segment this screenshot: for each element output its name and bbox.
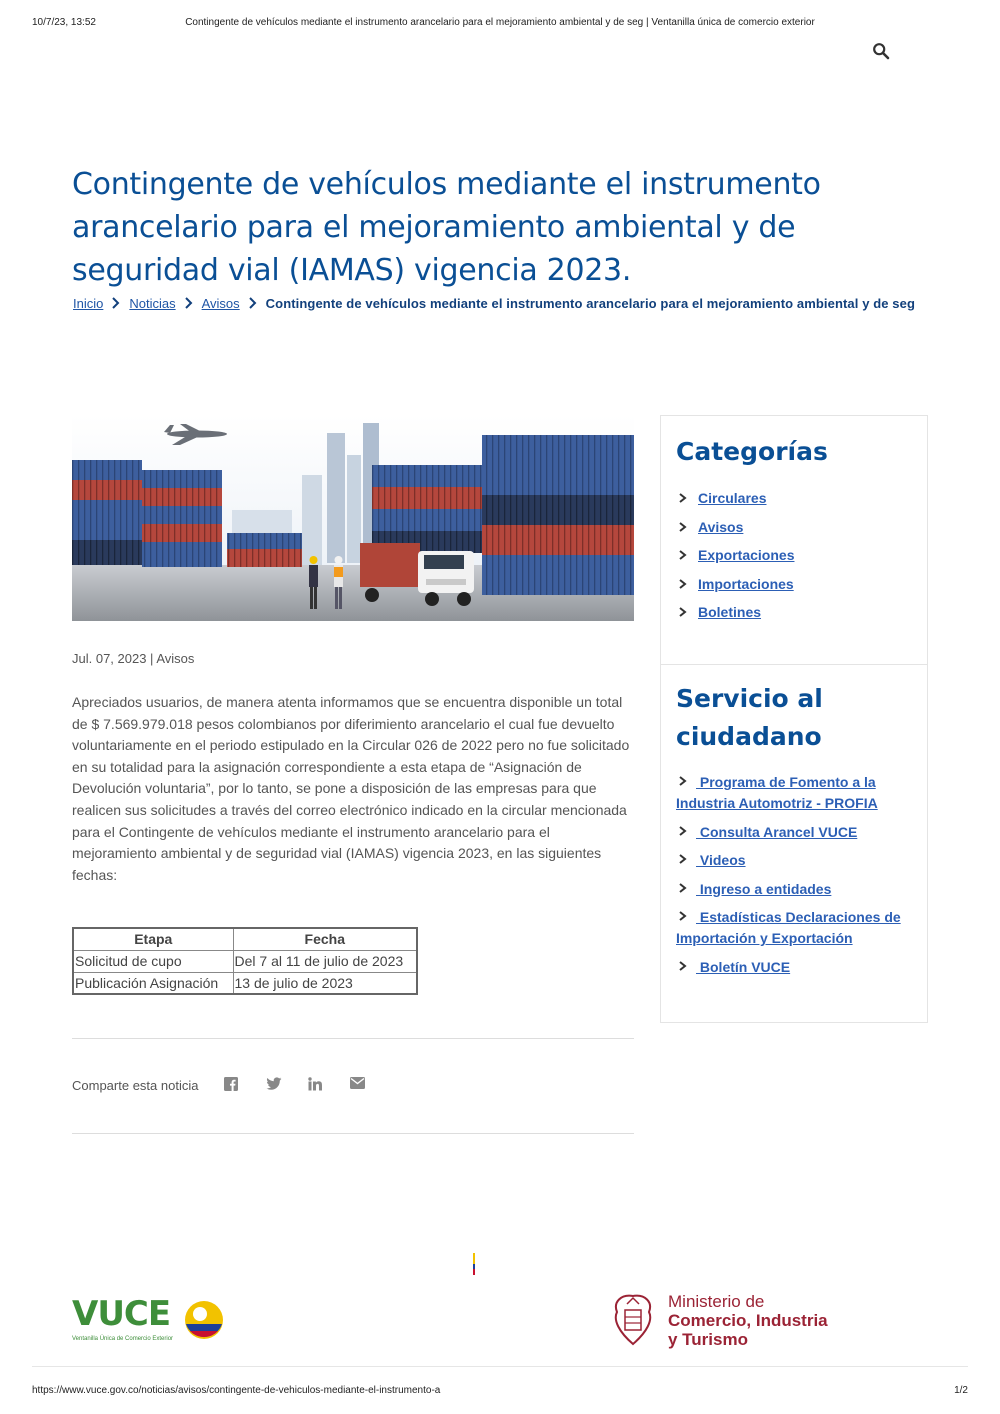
vuce-logo-text: VUCE	[72, 1294, 171, 1334]
categories-list	[676, 488, 916, 623]
share-bar	[72, 1077, 392, 1093]
coat-of-arms-icon	[607, 1292, 659, 1348]
chevron-right-icon	[676, 852, 690, 866]
print-page-number: 1/2	[954, 1385, 968, 1396]
category-item	[676, 602, 916, 623]
service-link-profia[interactable]: Programa de Fomento a la Industria Automotriz - PROFIA	[676, 774, 878, 811]
page-title: Contingente de vehículos mediante el instrumento arancelario para el mejoramiento ambiental y de seguridad vial (IAMAS) vigencia 2023.	[72, 167, 821, 288]
citizen-service-list	[676, 772, 921, 978]
service-link-entidades[interactable]: Ingreso a entidades	[696, 880, 832, 897]
category-link-circulares[interactable]: Circulares	[698, 490, 767, 506]
site-footer	[0, 1240, 1000, 1380]
ministry-line-1: Ministerio de	[668, 1292, 765, 1311]
categories-title: Categorías	[676, 437, 828, 466]
vuce-tagline: Ventanilla Única de Comercio Exterior	[72, 1336, 174, 1342]
chevron-right-icon	[676, 548, 690, 562]
service-link-estadisticas[interactable]: Estadísticas Declaraciones de Importación y Exportación	[676, 909, 901, 946]
facebook-icon[interactable]	[224, 1077, 240, 1093]
ministry-line-2: Comercio, Industria	[668, 1311, 828, 1330]
ministry-logo[interactable]	[607, 1292, 847, 1352]
citizen-service-section	[676, 680, 921, 985]
sidebar	[660, 415, 928, 1023]
table-header-cell: Fecha	[233, 928, 417, 950]
category-item	[676, 488, 916, 509]
print-url: https://www.vuce.gov.co/noticias/avisos/contingente-de-vehiculos-mediante-el-instrumento-a	[32, 1385, 441, 1396]
category-item	[676, 574, 916, 595]
search-icon	[872, 42, 890, 60]
chevron-right-icon	[676, 577, 690, 591]
print-timestamp: 10/7/23, 13:52	[32, 17, 96, 28]
service-item	[676, 850, 921, 871]
service-link-videos[interactable]: Videos	[696, 852, 746, 868]
category-link-exportaciones[interactable]: Exportaciones	[698, 547, 795, 563]
sidebar-divider	[661, 664, 927, 665]
port-containers-illustration	[72, 415, 634, 621]
chevron-right-icon	[676, 909, 690, 923]
table-row	[73, 950, 417, 972]
category-item	[676, 545, 916, 566]
category-link-avisos[interactable]: Avisos	[698, 518, 744, 535]
breadcrumb-notices-link[interactable]: Avisos	[201, 295, 240, 311]
share-label: Comparte esta noticia	[72, 1077, 199, 1093]
chevron-right-icon	[676, 491, 690, 505]
table-cell: Del 7 al 11 de julio de 2023	[233, 950, 417, 972]
table-cell: Publicación Asignación	[73, 972, 233, 994]
table-row	[73, 972, 417, 994]
dates-table	[72, 927, 418, 995]
email-icon[interactable]	[350, 1077, 366, 1093]
footer-divider	[32, 1366, 968, 1367]
breadcrumb	[73, 295, 973, 311]
print-page-title: Contingente de vehículos mediante el instrumento arancelario para el mejoramiento ambiental y de seg | Ventanilla única de comercio exterior	[185, 17, 815, 28]
print-footer	[32, 1385, 968, 1399]
colombia-flag-swirl-icon	[182, 1298, 226, 1342]
service-item	[676, 907, 921, 949]
divider	[72, 1038, 634, 1039]
linkedin-icon[interactable]	[308, 1077, 324, 1093]
chevron-right-icon	[676, 605, 690, 619]
category-item	[676, 517, 916, 538]
article-body: Apreciados usuarios, de manera atenta informamos que se encuentra disponible un total de $ 7.569.979.018 pesos colombianos por diferimiento arancelario el cual fue devuelto voluntariamente en el periodo estipulado en la Circular 026 de 2022 pero no fue solicitado en su totalidad para la asignación correspondiente a esta etapa de “Asignación de Devolución voluntaria”, por lo tanto, se pone a disposición de las empresas para que realicen sus solicitudes a través del correo electrónico indicado en la circular mencionada para el Contingente de vehículos mediante el instrumento arancelario para el mejoramiento ambiental y de seguridad vial (IAMAS) vigencia 2023, en las siguientes fechas:	[72, 694, 630, 883]
chevron-right-icon	[676, 520, 690, 534]
table-header-row	[73, 928, 417, 950]
category-link-importaciones[interactable]: Importaciones	[698, 575, 794, 592]
chevron-right-icon	[105, 295, 127, 311]
chevron-right-icon	[242, 295, 264, 311]
service-item	[676, 822, 921, 843]
article-meta: Jul. 07, 2023 | Avisos	[72, 651, 195, 666]
chevron-right-icon	[676, 824, 690, 838]
divider	[72, 1133, 634, 1134]
chevron-right-icon	[676, 881, 690, 895]
twitter-icon[interactable]	[266, 1077, 282, 1093]
chevron-right-icon	[178, 295, 200, 311]
breadcrumb-home-link[interactable]: Inicio	[73, 295, 104, 311]
chevron-right-icon	[676, 774, 690, 788]
service-link-arancel[interactable]: Consulta Arancel VUCE	[696, 823, 858, 840]
service-item	[676, 957, 921, 978]
chevron-right-icon	[676, 959, 690, 973]
breadcrumb-current: Contingente de vehículos mediante el instrumento arancelario para el mejoramiento ambiental y de seg	[265, 295, 916, 311]
search-button[interactable]	[870, 40, 892, 62]
table-cell: 13 de julio de 2023	[233, 972, 417, 994]
categories-section	[676, 433, 916, 631]
table-header-cell: Etapa	[73, 928, 233, 950]
citizen-service-title: Servicio al ciudadano	[676, 684, 823, 751]
service-link-boletin[interactable]: Boletín VUCE	[696, 958, 791, 975]
category-link-boletines[interactable]: Boletines	[698, 604, 762, 620]
vuce-logo[interactable]	[72, 1294, 232, 1348]
breadcrumb-news-link[interactable]: Noticias	[129, 295, 176, 311]
hero-image	[72, 415, 634, 621]
service-item	[676, 772, 921, 814]
table-cell: Solicitud de cupo	[73, 950, 233, 972]
service-item	[676, 879, 921, 900]
print-header	[32, 17, 968, 31]
ministry-line-3: y Turismo	[668, 1330, 748, 1349]
flag-marker	[473, 1253, 475, 1275]
